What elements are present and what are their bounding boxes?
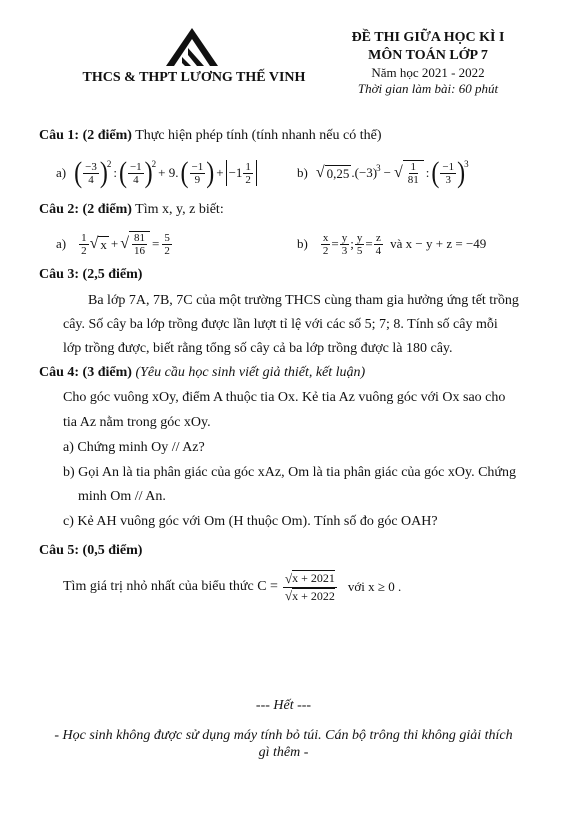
q5-text: Tìm giá trị nhỏ nhất của biểu thức C = xyxy=(63,579,278,594)
exam-subject: MÔN TOÁN LỚP 7 xyxy=(368,48,488,63)
exam-year: Năm học 2021 - 2022 xyxy=(371,65,485,80)
q1-label: Câu 1 xyxy=(39,128,75,143)
q3-line-1: Ba lớp 7A, 7B, 7C của một trường THCS cùng tham gia hưởng ứng tết trồng xyxy=(88,293,519,308)
q4-intro-2: tia Az nằm trong góc xOy. xyxy=(63,415,211,430)
q3-line-3: lớp trồng được, biết rằng tổng số cây cả ba lớp trồng được là 180 cây. xyxy=(63,341,453,356)
footer-line-2: gì thêm - xyxy=(258,745,309,760)
school-name: THCS & THPT LƯƠNG THẾ VINH xyxy=(82,70,306,85)
exam-header xyxy=(318,29,538,97)
question-1-heading xyxy=(39,127,382,145)
q3-line-2: cây. Số cây ba lớp trồng được lần lượt tỉ lệ với các số 5; 7; 8. Tính số cây mỗi xyxy=(63,317,498,332)
question-5-heading: Câu 5: (0,5 điểm) xyxy=(39,543,143,558)
q2b-tail: và x − y + z = −49 xyxy=(390,236,487,251)
q5-numerator: x + 2021 xyxy=(292,571,335,585)
q5-tail: với x ≥ 0 . xyxy=(347,579,402,594)
q5-denominator: x + 2022 xyxy=(292,588,335,603)
q4-intro-1: Cho góc vuông xOy, điểm A thuộc tia Ox. Kẻ tia Az vuông góc với Ox sao cho xyxy=(63,390,506,405)
question-3-heading: Câu 3: (2,5 điểm) xyxy=(39,267,143,282)
question-4-heading xyxy=(39,364,365,382)
q2-label: Câu 2: (2 điểm) xyxy=(39,202,132,217)
footer-line-1: - Học sinh không được sử dụng máy tính bỏ túi. Cán bộ trông thi không giải thích xyxy=(54,728,513,743)
q4-part-b-2: minh Om // An. xyxy=(78,489,166,504)
q4-part-a: a) Chứng minh Oy // Az? xyxy=(63,440,205,455)
q2a-label: a) xyxy=(56,236,67,251)
q1a-expression: a) ( $\frac{-3}{4}$ ) 2 : ( $\frac{-1}{4}$ ) 2 + 9. ( $\frac{-1}{9}$ ) + −1 $\frac{1}{2}$ xyxy=(56,150,257,196)
q1-points: : (2 điểm) xyxy=(74,128,132,143)
q1a-label: a) xyxy=(56,165,67,180)
q1b-expression: b) √ 0,25 $.(-3)^3$ − √ $\frac{1}{81}$ : ( $\frac{-1}{3}$ ) 3 xyxy=(297,156,469,190)
question-2-heading xyxy=(39,201,224,219)
q2b-label: b) xyxy=(297,236,308,251)
footer-note xyxy=(30,727,537,761)
q4-label: Câu 4: (3 điểm) xyxy=(39,365,132,380)
q2a-expression: a) $\frac{1}{2}$ √ x + √ $\frac{81}{16}$ = $\frac{5}{2}$ xyxy=(56,231,170,257)
q1-text: Thực hiện phép tính (tính nhanh nếu có thể) xyxy=(131,128,382,143)
q2-text: Tìm x, y, z biết: xyxy=(131,202,224,217)
q4-note: (Yêu cầu học sinh viết giả thiết, kết luận) xyxy=(131,365,366,380)
q4-part-c: c) Kẻ AH vuông góc với Om (H thuộc Om). Tính số đo góc OAH? xyxy=(63,514,438,529)
exam-title: ĐỀ THI GIỮA HỌC KÌ I xyxy=(351,30,505,45)
q4-part-b-1: b) Gọi An là tia phân giác của góc xAz, Om là tia phân giác của góc xOy. Chứng xyxy=(63,465,516,480)
q5-expression: Tìm giá trị nhỏ nhất của biểu thức C = √ x + 2021 √ x + 2022 với x ≥ 0 . xyxy=(63,570,402,603)
exam-time: Thời gian làm bài: 60 phút xyxy=(357,81,499,96)
school-logo xyxy=(160,26,224,68)
q1b-label: b) xyxy=(297,165,308,180)
triangle-logo-icon xyxy=(160,26,224,68)
q2b-expression: b) $\frac{x}{2}$ = $\frac{y}{3}$ ; $\frac{y}{5}$ = $\frac{z}{4}$ và x − y + z = −49 xyxy=(297,231,487,257)
end-marker: --- Hết --- xyxy=(255,698,312,713)
